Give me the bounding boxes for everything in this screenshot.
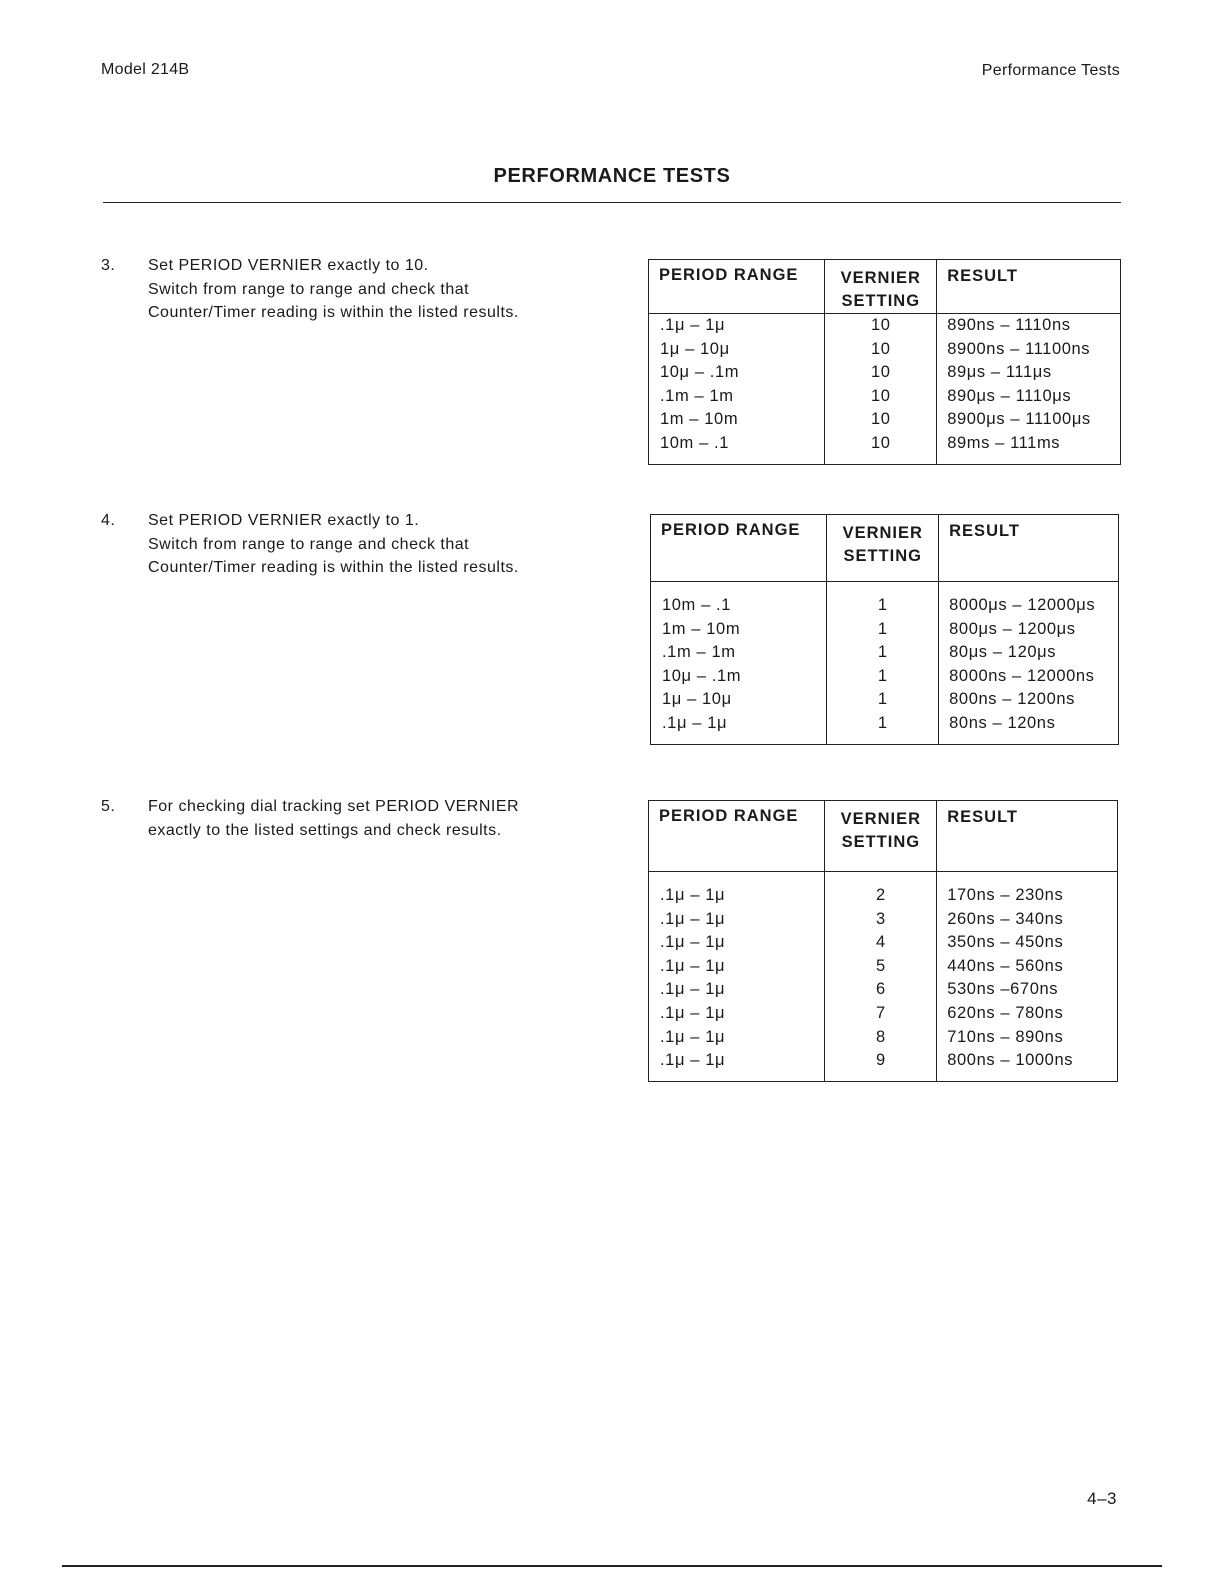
step-text [148, 254, 578, 325]
step-line: Counter/Timer reading is within the listed results. [148, 559, 519, 576]
header-result: RESULT [937, 260, 1121, 314]
header-period-range: PERIOD RANGE [651, 515, 827, 582]
table-row: .1μ – 1μ 5 440ns – 560ns [649, 955, 1118, 979]
step-number: 4. [101, 512, 116, 529]
step-line: Switch from range to range and check that [148, 535, 470, 553]
table-row: .1μ – 1μ 1 80ns – 120ns [651, 712, 1119, 744]
table-row: .1μ – 1μ 8 710ns – 890ns [649, 1026, 1118, 1050]
table-row: .1μ – 1μ 9 800ns – 1000ns [649, 1049, 1118, 1081]
page-number: 4–3 [1087, 1489, 1117, 1508]
step-line: Set PERIOD VERNIER exactly to 1. [148, 512, 420, 529]
step-line: Counter/Timer reading is within the listed results. [148, 304, 519, 321]
table-row: .1μ – 1μ 10 890ns – 1110ns [649, 314, 1121, 338]
header-vernier-setting: VERNIER SETTING [825, 801, 937, 872]
step-line: Set PERIOD VERNIER exactly to 10. [148, 257, 429, 274]
results-table-dial-tracking [648, 800, 1118, 1082]
step-line: Switch from range to range and check that [148, 280, 470, 298]
table-row: 1m – 10m 1 800μs – 1200μs [651, 618, 1119, 642]
title-divider [103, 202, 1121, 203]
page-title: PERFORMANCE TESTS [493, 165, 731, 187]
table-row: .1m – 1m 10 890μs – 1110μs [649, 385, 1121, 409]
header-model: Model 214B [101, 61, 190, 78]
table-row: .1μ – 1μ 3 260ns – 340ns [649, 908, 1118, 932]
header-result: RESULT [939, 515, 1119, 582]
step-line: For checking dial tracking set PERIOD VERNIER [148, 798, 520, 815]
table-row: 10μ – .1m 1 8000ns – 12000ns [651, 665, 1119, 689]
header-period-range: PERIOD RANGE [649, 260, 825, 314]
header-vernier-setting: VERNIER SETTING [827, 515, 939, 582]
header-period-range: PERIOD RANGE [649, 801, 825, 872]
header-section: Performance Tests [981, 62, 1120, 79]
table-row: 1μ – 10μ 10 8900ns – 11100ns [649, 338, 1121, 362]
step-number: 5. [101, 798, 116, 815]
results-table-vernier-1 [650, 514, 1119, 745]
table-row: 10μ – .1m 10 89μs – 111μs [649, 361, 1121, 385]
header-result: RESULT [937, 801, 1118, 872]
table-row: .1μ – 1μ 7 620ns – 780ns [649, 1002, 1118, 1026]
table-row: 10m – .1 10 89ms – 111ms [649, 432, 1121, 464]
table-row: .1μ – 1μ 4 350ns – 450ns [649, 931, 1118, 955]
step-text [148, 509, 578, 580]
table-row: 10m – .1 1 8000μs – 12000μs [651, 582, 1119, 618]
bottom-divider [62, 1565, 1162, 1567]
step-text [148, 795, 578, 842]
step-line: exactly to the listed settings and check results. [148, 821, 502, 839]
results-table-vernier-10 [648, 259, 1121, 465]
header-vernier-setting: VERNIER SETTING [825, 260, 937, 314]
table-row: .1μ – 1μ 2 170ns – 230ns [649, 872, 1118, 908]
step-number: 3. [101, 257, 116, 274]
table-row: .1m – 1m 1 80μs – 120μs [651, 641, 1119, 665]
table-row: 1μ – 10μ 1 800ns – 1200ns [651, 688, 1119, 712]
table-row: .1μ – 1μ 6 530ns –670ns [649, 978, 1118, 1002]
table-row: 1m – 10m 10 8900μs – 11100μs [649, 408, 1121, 432]
